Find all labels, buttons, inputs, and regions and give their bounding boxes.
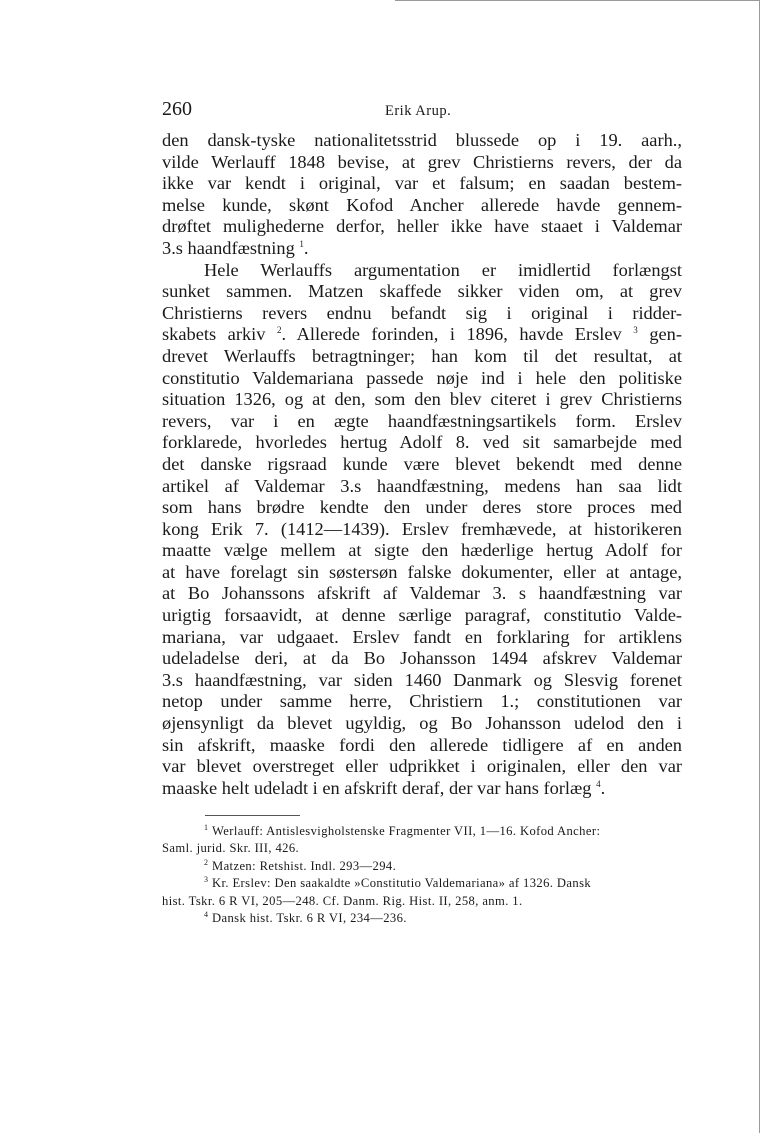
body-text-segment: gen- xyxy=(649,324,683,345)
body-line: urigtig forsaavidt, at denne særlige paragraf, constitutio Valde- xyxy=(162,605,682,626)
footnote-text: Dansk hist. Tskr. 6 R VI, 234—236. xyxy=(211,910,407,925)
footnote-text: Kr. Erslev: Den saakaldte »Constitutio Valdemariana» af 1326. Dansk xyxy=(211,876,592,891)
body-line: øjensynligt da blevet ugyldig, og Bo Johansson udelod den i xyxy=(162,713,682,734)
body-line xyxy=(162,778,682,800)
footnotes xyxy=(162,823,682,927)
body-line: ikke var kendt i original, var et falsum; en saadan bestem- xyxy=(162,173,682,194)
body-line: netop under samme herre, Christiern 1.; constitutionen var xyxy=(162,691,682,712)
page-header xyxy=(162,95,682,125)
footnote-marker: 4 xyxy=(596,778,601,789)
body-line: var blevet overstreget eller udprikket i originalen, eller den var xyxy=(162,756,682,777)
page-edge-top xyxy=(395,0,760,1)
footnote-marker: 2 xyxy=(276,325,282,336)
footnote-line: hist. Tskr. 6 R VI, 205—248. Cf. Danm. Rig. Hist. II, 258, anm. 1. xyxy=(162,893,523,908)
footnote-text: Werlauff: Antislesvigholstenske Fragmenter VII, 1—16. Kofod Ancher: xyxy=(211,824,601,838)
body-line: vilde Werlauff 1848 bevise, at grev Christierns revers, der da xyxy=(162,151,682,172)
body-line: udeladelse deri, at da Bo Johansson 1494 afskrev Valdemar xyxy=(162,648,682,669)
footnote-number: 4 xyxy=(204,909,209,919)
body-line xyxy=(162,324,682,346)
footnote-line: Saml. jurid. Skr. III, 426. xyxy=(162,841,300,856)
body-line: 3.s haandfæstning, var siden 1460 Danmark og Slesvig forenet xyxy=(162,669,682,690)
body-line: forklarede, hvorledes hertug Adolf 8. ved sit samarbejde med xyxy=(162,432,682,453)
footnote-line xyxy=(162,823,682,840)
body-line: artikel af Valdemar 3.s haandfæstning, medens han saa lidt xyxy=(162,475,682,496)
body-line: constitutio Valdemariana passede nøje ind i hele den politiske xyxy=(162,367,682,388)
page-number: 260 xyxy=(162,98,192,120)
body-line: Hele Werlauffs argumentation er imidlertid forlængst xyxy=(204,259,682,280)
body-line: mariana, var udgaaet. Erslev fandt en forklaring for artiklens xyxy=(162,626,682,647)
body-line xyxy=(162,238,682,260)
body-line: kong Erik 7. (1412—1439). Erslev fremhævede, at historikeren xyxy=(162,518,682,539)
footnote-number: 1 xyxy=(204,822,209,832)
body-line: sin afskrift, maaske fordi den allerede tidligere af en anden xyxy=(162,734,682,755)
body-line: som hans brødre kendte den under deres store proces med xyxy=(162,497,682,518)
body-text xyxy=(162,130,682,799)
footnote-marker: 3 xyxy=(633,325,638,336)
footnote-number: 3 xyxy=(204,874,209,884)
period: . xyxy=(600,777,606,798)
body-text-segment: maaske helt udeladt i en afskrift deraf, der var hans forlæg xyxy=(162,777,592,798)
body-line: revers, var i en ægte haandfæstningsartikels form. Erslev xyxy=(162,410,682,431)
body-line: Christierns revers endnu befandt sig i original i ridder- xyxy=(162,302,682,323)
body-line: drevet Werlauffs betragtninger; han kom til det resultat, at xyxy=(162,345,682,366)
footnote-line xyxy=(162,875,682,892)
footnote-text: Matzen: Retshist. Indl. 293—294. xyxy=(211,858,397,873)
footnote-number: 2 xyxy=(204,857,209,867)
body-text-segment: . Allerede forinden, i 1896, havde Erslev xyxy=(281,324,622,345)
footnote-line xyxy=(162,858,682,875)
footnote-separator xyxy=(205,815,300,816)
period: . xyxy=(303,237,309,258)
body-line: at Bo Johanssons afskrift af Valdemar 3. s haandfæstning var xyxy=(162,583,682,604)
body-text-segment: 3.s haandfæstning xyxy=(162,237,295,258)
body-line: den dansk-tyske nationalitetsstrid blussede op i 19. aarh., xyxy=(162,130,682,150)
body-line: situation 1326, og at den, som den blev citeret i grev Christierns xyxy=(162,389,682,410)
body-line: drøftet mulighederne derfor, heller ikke have staaet i Valdemar xyxy=(162,216,682,237)
body-text-segment: skabets arkiv xyxy=(162,324,266,345)
footnote-line xyxy=(162,910,682,927)
body-line: at have forelagt sin søstersøn falske dokumenter, eller at antage, xyxy=(162,561,682,582)
body-line: det danske rigsraad kunde være blevet bekendt med denne xyxy=(162,453,682,474)
body-line: maatte vælge mellem at sigte den hæderlige hertug Adolf for xyxy=(162,540,682,561)
running-head: Erik Arup. xyxy=(385,103,452,119)
footnote-marker: 1 xyxy=(299,238,304,249)
body-line: melse kunde, skønt Kofod Ancher allerede havde gennem- xyxy=(162,194,682,215)
body-line: sunket sammen. Matzen skaffede sikker viden om, at grev xyxy=(162,281,682,302)
